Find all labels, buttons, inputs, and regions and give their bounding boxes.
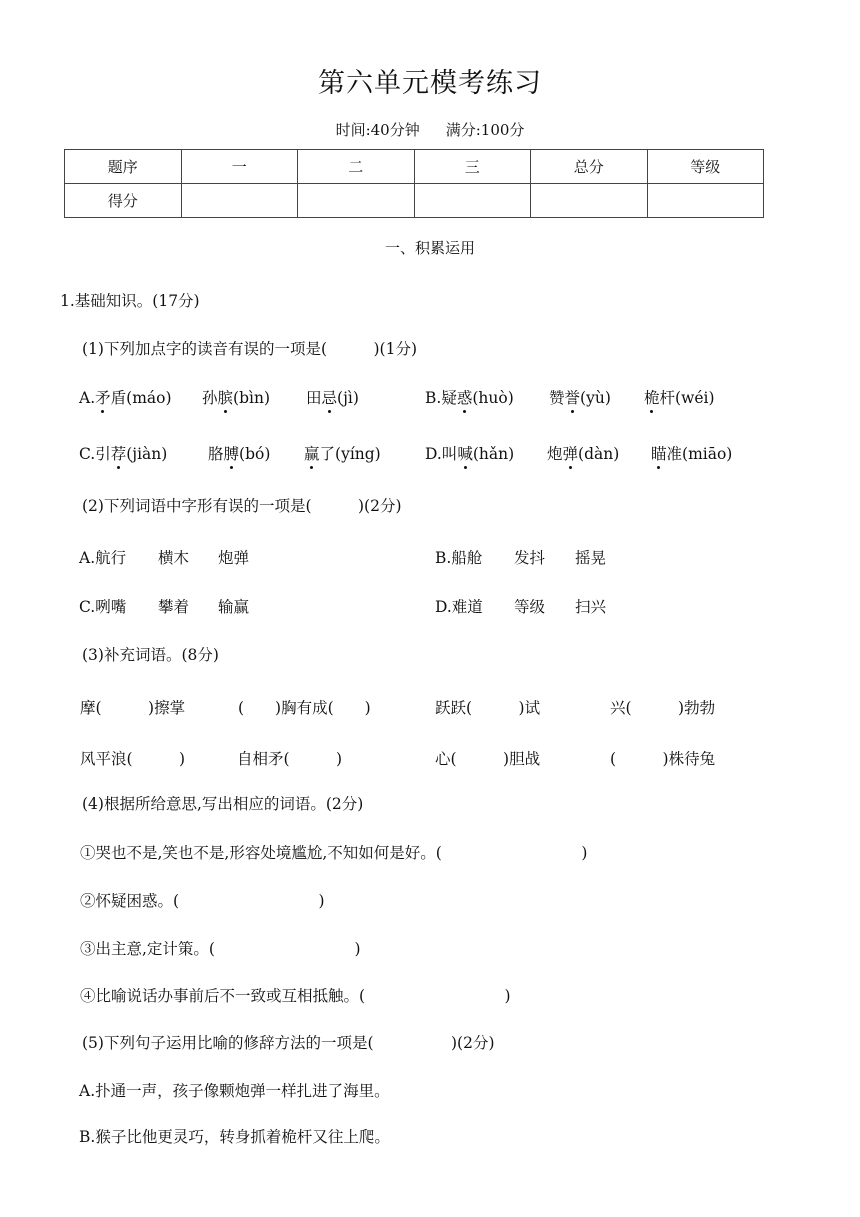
option-1-1-a-item: A.矛盾(máo): [79, 389, 172, 407]
question-1-heading: 1.基础知识。(17分): [60, 292, 200, 310]
score-input-cell[interactable]: [531, 184, 648, 218]
question-1-1-stem: (1)下列加点字的读音有误的一项是( )(1分): [82, 340, 418, 358]
option-1-2-a-word: 横木: [158, 549, 190, 567]
dotted-char: 瞄: [651, 445, 667, 463]
dotted-char: 膊: [223, 445, 240, 463]
full-score: 满分:100分: [445, 121, 525, 139]
option-1-2-c-word: 攀着: [158, 598, 190, 616]
exam-meta: [0, 119, 860, 140]
option-1-1-c-item: 胳膊(bó): [208, 445, 271, 463]
idiom-blank[interactable]: 兴( )勃勃: [610, 699, 716, 717]
option-1-1-b-item: 桅杆(wéi): [644, 389, 715, 407]
dotted-char: 赢: [304, 445, 320, 463]
question-1-2-stem: (2)下列词语中字形有误的一项是( )(2分): [82, 497, 402, 515]
score-table-header-row: [65, 150, 764, 184]
option-1-2-b-word: B.船舱: [435, 549, 483, 567]
option-1-1-c-item: C.引荐(jiàn): [79, 445, 168, 463]
idiom-blank[interactable]: 跃跃( )试: [435, 699, 541, 717]
option-1-2-b-word: 摇晃: [575, 549, 607, 567]
header-cell: 二: [298, 150, 415, 184]
option-1-2-d-word: D.难道: [435, 598, 483, 616]
dotted-char: 矛: [95, 389, 111, 407]
score-input-cell[interactable]: [181, 184, 298, 218]
score-input-cell[interactable]: [414, 184, 531, 218]
dotted-char: 桅: [644, 389, 660, 407]
dotted-char: 惑: [456, 389, 473, 407]
question-1-5-stem: (5)下列句子运用比喻的修辞方法的一项是( )(2分): [82, 1034, 495, 1052]
option-1-2-a-word: 炮弹: [218, 549, 250, 567]
idiom-blank[interactable]: ( )株待兔: [610, 750, 716, 768]
option-1-2-a-word: A.航行: [79, 549, 127, 567]
option-1-2-d-word: 等级: [514, 598, 546, 616]
dotted-char: 喊: [457, 445, 473, 463]
definition-item[interactable]: ②怀疑困惑。( ): [80, 892, 325, 910]
score-input-cell[interactable]: [298, 184, 415, 218]
score-table-score-row: [65, 184, 764, 218]
question-1-4-stem: (4)根据所给意思,写出相应的词语。(2分): [82, 795, 364, 813]
option-1-1-c-item: 赢了(yíng): [304, 445, 381, 463]
header-cell: 总分: [531, 150, 648, 184]
definition-item[interactable]: ③出主意,定计策。( ): [80, 940, 361, 958]
idiom-blank[interactable]: 心( )胆战: [435, 750, 541, 768]
dotted-char: 弹: [562, 445, 579, 463]
idiom-blank[interactable]: ( )胸有成( ): [238, 699, 371, 717]
score-input-cell[interactable]: [647, 184, 764, 218]
score-table: [64, 149, 764, 218]
section-heading: 一、积累运用: [384, 239, 475, 257]
option-1-2-d-word: 扫兴: [575, 598, 607, 616]
option-1-1-d-item: D.叫喊(hǎn): [425, 445, 515, 463]
dotted-char: 荐: [110, 445, 127, 463]
row-label-cell: 得分: [65, 184, 182, 218]
idiom-blank[interactable]: 自相矛( ): [237, 750, 343, 768]
option-1-1-b-item: 赞誉(yù): [549, 389, 611, 407]
dotted-char: 誉: [564, 389, 581, 407]
header-cell: 一: [181, 150, 298, 184]
header-cell: 题序: [65, 150, 182, 184]
option-1-1-b-item: B.疑惑(huò): [425, 389, 514, 407]
question-1-3-stem: (3)补充词语。(8分): [82, 646, 219, 664]
option-1-1-a-item: 田忌(jì): [306, 389, 359, 407]
dotted-char: 忌: [321, 389, 338, 407]
option-1-2-c-word: C.咧嘴: [79, 598, 127, 616]
definition-item[interactable]: ①哭也不是,笑也不是,形容处境尴尬,不知如何是好。( ): [80, 844, 588, 862]
option-1-1-d-item: 炮弹(dàn): [547, 445, 620, 463]
option-1-2-b-word: 发抖: [514, 549, 546, 567]
idiom-blank[interactable]: 摩( )擦掌: [80, 699, 186, 717]
header-cell: 等级: [647, 150, 764, 184]
dotted-char: 膑: [217, 389, 234, 407]
option-1-5-b: B.猴子比他更灵巧，转身抓着桅杆又往上爬。: [79, 1128, 390, 1146]
option-1-2-c-word: 输赢: [218, 598, 250, 616]
definition-item[interactable]: ④比喻说话办事前后不一致或互相抵触。( ): [80, 987, 511, 1005]
header-cell: 三: [414, 150, 531, 184]
option-1-1-a-item: 孙膑(bìn): [202, 389, 270, 407]
idiom-blank[interactable]: 风平浪( ): [80, 750, 186, 768]
option-1-5-a: A.扑通一声，孩子像颗炮弹一样扎进了海里。: [79, 1082, 390, 1100]
time-limit: 时间:40分钟: [335, 121, 420, 139]
page-title: 第六单元模考练习: [318, 68, 542, 99]
option-1-1-d-item: 瞄准(miāo): [651, 445, 733, 463]
